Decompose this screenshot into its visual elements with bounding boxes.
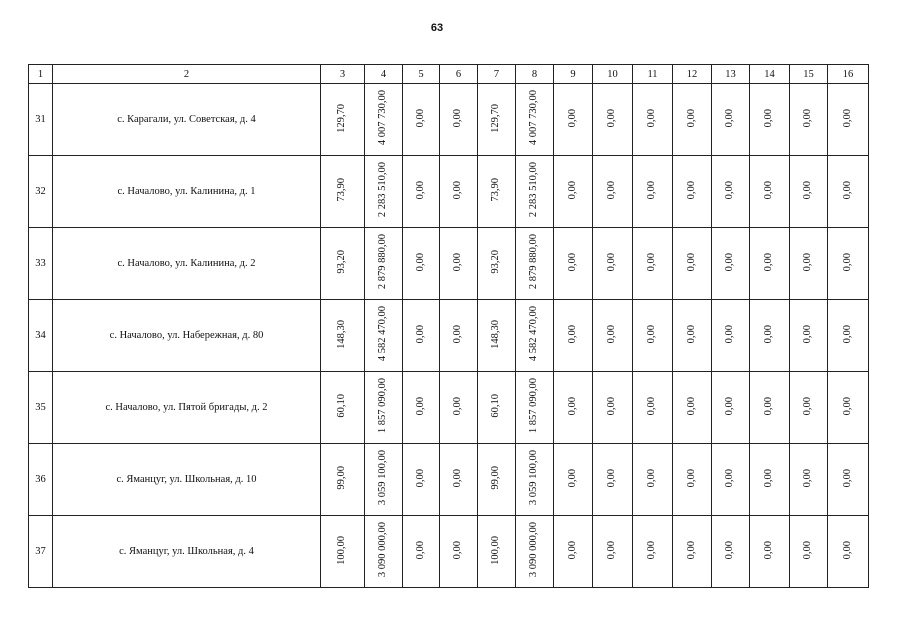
row-number-cell: 31 bbox=[29, 84, 53, 156]
value-text: 129,70 bbox=[336, 103, 348, 133]
column-header-1: 1 bbox=[29, 65, 53, 84]
value-text: 0,00 bbox=[763, 108, 775, 128]
value-cell bbox=[633, 300, 673, 372]
value-text: 0,00 bbox=[724, 180, 736, 200]
value-cell bbox=[478, 156, 516, 228]
value-text: 0,00 bbox=[452, 108, 464, 128]
value-text: 0,00 bbox=[724, 540, 736, 560]
value-cell bbox=[365, 228, 403, 300]
value-text: 0,00 bbox=[646, 540, 658, 560]
value-text: 0,00 bbox=[414, 540, 426, 560]
value-cell bbox=[712, 516, 750, 588]
address-cell: с. Началово, ул. Калинина, д. 2 bbox=[53, 228, 321, 300]
value-cell bbox=[750, 228, 790, 300]
value-cell bbox=[516, 156, 554, 228]
value-text: 0,00 bbox=[685, 324, 697, 344]
value-cell bbox=[593, 84, 633, 156]
value-text: 148,30 bbox=[336, 319, 348, 349]
value-cell bbox=[554, 444, 593, 516]
value-text: 0,00 bbox=[841, 108, 853, 128]
value-cell bbox=[440, 444, 478, 516]
value-text: 73,90 bbox=[490, 178, 502, 202]
column-header-2: 2 bbox=[53, 65, 321, 84]
address-cell: с. Началово, ул. Пятой бригады, д. 2 bbox=[53, 372, 321, 444]
value-text: 0,00 bbox=[685, 540, 697, 560]
value-text: 1 857 090,00 bbox=[528, 378, 540, 434]
column-header-16: 16 bbox=[828, 65, 869, 84]
value-text: 100,00 bbox=[336, 535, 348, 565]
value-cell bbox=[790, 228, 828, 300]
value-text: 3 059 100,00 bbox=[528, 450, 540, 506]
value-text: 148,30 bbox=[490, 319, 502, 349]
column-header-15: 15 bbox=[790, 65, 828, 84]
value-text: 0,00 bbox=[802, 180, 814, 200]
value-cell bbox=[516, 300, 554, 372]
value-cell bbox=[673, 444, 712, 516]
value-text: 3 090 000,00 bbox=[377, 522, 389, 578]
value-text: 0,00 bbox=[763, 468, 775, 488]
value-text: 0,00 bbox=[841, 324, 853, 344]
column-header-6: 6 bbox=[440, 65, 478, 84]
column-header-13: 13 bbox=[712, 65, 750, 84]
value-text: 0,00 bbox=[763, 396, 775, 416]
value-cell bbox=[365, 84, 403, 156]
value-text: 0,00 bbox=[685, 180, 697, 200]
value-cell bbox=[554, 372, 593, 444]
address-cell: с. Началово, ул. Калинина, д. 1 bbox=[53, 156, 321, 228]
value-cell bbox=[790, 444, 828, 516]
value-cell bbox=[440, 516, 478, 588]
address-cell: с. Яманцуг, ул. Школьная, д. 10 bbox=[53, 444, 321, 516]
value-cell bbox=[712, 84, 750, 156]
value-text: 0,00 bbox=[763, 540, 775, 560]
value-cell bbox=[593, 300, 633, 372]
row-number-cell: 34 bbox=[29, 300, 53, 372]
value-cell bbox=[750, 372, 790, 444]
value-cell bbox=[750, 444, 790, 516]
value-text: 0,00 bbox=[646, 180, 658, 200]
value-cell bbox=[516, 372, 554, 444]
value-cell bbox=[828, 156, 869, 228]
value-cell bbox=[712, 156, 750, 228]
value-text: 93,20 bbox=[336, 250, 348, 274]
value-text: 60,10 bbox=[490, 394, 502, 418]
value-text: 0,00 bbox=[724, 324, 736, 344]
value-text: 4 582 470,00 bbox=[528, 306, 540, 362]
value-text: 0,00 bbox=[566, 324, 578, 344]
value-text: 0,00 bbox=[724, 468, 736, 488]
table-body bbox=[29, 84, 869, 588]
value-text: 0,00 bbox=[724, 396, 736, 416]
value-text: 0,00 bbox=[606, 324, 618, 344]
value-cell bbox=[554, 300, 593, 372]
value-cell bbox=[403, 444, 440, 516]
column-header-14: 14 bbox=[750, 65, 790, 84]
value-cell bbox=[828, 84, 869, 156]
value-text: 0,00 bbox=[763, 324, 775, 344]
header-row bbox=[29, 65, 869, 84]
table-row bbox=[29, 372, 869, 444]
value-cell bbox=[516, 516, 554, 588]
value-cell bbox=[828, 444, 869, 516]
page-number: 63 bbox=[430, 22, 444, 34]
value-text: 0,00 bbox=[841, 468, 853, 488]
row-number-cell: 36 bbox=[29, 444, 53, 516]
column-header-7: 7 bbox=[478, 65, 516, 84]
value-cell bbox=[750, 516, 790, 588]
value-text: 0,00 bbox=[414, 468, 426, 488]
value-text: 0,00 bbox=[606, 108, 618, 128]
value-cell bbox=[712, 372, 750, 444]
row-number-cell: 32 bbox=[29, 156, 53, 228]
value-cell bbox=[712, 444, 750, 516]
value-cell bbox=[516, 84, 554, 156]
value-text: 0,00 bbox=[452, 396, 464, 416]
value-text: 2 879 880,00 bbox=[528, 234, 540, 290]
value-text: 0,00 bbox=[841, 252, 853, 272]
value-text: 0,00 bbox=[646, 252, 658, 272]
value-cell bbox=[790, 84, 828, 156]
value-cell bbox=[478, 84, 516, 156]
value-text: 0,00 bbox=[566, 396, 578, 416]
value-text: 0,00 bbox=[566, 180, 578, 200]
value-text: 99,00 bbox=[490, 466, 502, 490]
table-row bbox=[29, 156, 869, 228]
value-cell bbox=[673, 516, 712, 588]
column-header-5: 5 bbox=[403, 65, 440, 84]
value-text: 2 879 880,00 bbox=[377, 234, 389, 290]
row-number-cell: 37 bbox=[29, 516, 53, 588]
value-cell bbox=[478, 300, 516, 372]
value-text: 3 090 000,00 bbox=[528, 522, 540, 578]
value-text: 4 007 730,00 bbox=[528, 90, 540, 146]
value-text: 4 582 470,00 bbox=[377, 306, 389, 362]
value-cell bbox=[790, 300, 828, 372]
value-cell bbox=[321, 372, 365, 444]
value-text: 4 007 730,00 bbox=[377, 90, 389, 146]
value-text: 2 283 510,00 bbox=[377, 162, 389, 218]
value-text: 0,00 bbox=[763, 252, 775, 272]
value-text: 99,00 bbox=[336, 466, 348, 490]
table-row bbox=[29, 516, 869, 588]
value-text: 0,00 bbox=[606, 252, 618, 272]
value-cell bbox=[790, 516, 828, 588]
value-text: 3 059 100,00 bbox=[377, 450, 389, 506]
address-cell: с. Началово, ул. Набережная, д. 80 bbox=[53, 300, 321, 372]
value-cell bbox=[403, 84, 440, 156]
value-text: 0,00 bbox=[414, 324, 426, 344]
value-cell bbox=[554, 84, 593, 156]
value-cell bbox=[403, 300, 440, 372]
column-header-11: 11 bbox=[633, 65, 673, 84]
value-cell bbox=[673, 372, 712, 444]
value-cell bbox=[633, 156, 673, 228]
value-text: 0,00 bbox=[566, 108, 578, 128]
value-text: 0,00 bbox=[606, 396, 618, 416]
value-text: 0,00 bbox=[606, 180, 618, 200]
value-text: 0,00 bbox=[841, 180, 853, 200]
value-cell bbox=[633, 228, 673, 300]
value-cell bbox=[365, 444, 403, 516]
value-text: 0,00 bbox=[802, 540, 814, 560]
value-cell bbox=[673, 156, 712, 228]
value-cell bbox=[633, 516, 673, 588]
value-cell bbox=[478, 516, 516, 588]
value-text: 0,00 bbox=[414, 252, 426, 272]
value-cell bbox=[403, 516, 440, 588]
value-text: 0,00 bbox=[646, 108, 658, 128]
value-cell bbox=[440, 228, 478, 300]
value-text: 0,00 bbox=[763, 180, 775, 200]
value-cell bbox=[321, 156, 365, 228]
value-cell bbox=[403, 156, 440, 228]
value-text: 0,00 bbox=[566, 540, 578, 560]
value-text: 0,00 bbox=[802, 252, 814, 272]
value-text: 0,00 bbox=[452, 252, 464, 272]
value-text: 0,00 bbox=[802, 108, 814, 128]
value-cell bbox=[365, 156, 403, 228]
value-text: 0,00 bbox=[685, 396, 697, 416]
value-text: 0,00 bbox=[414, 180, 426, 200]
value-cell bbox=[365, 300, 403, 372]
value-text: 0,00 bbox=[566, 252, 578, 272]
column-header-10: 10 bbox=[593, 65, 633, 84]
value-cell bbox=[478, 228, 516, 300]
value-cell bbox=[516, 228, 554, 300]
value-cell bbox=[365, 372, 403, 444]
row-number-cell: 35 bbox=[29, 372, 53, 444]
value-cell bbox=[673, 300, 712, 372]
value-text: 73,90 bbox=[336, 178, 348, 202]
value-cell bbox=[321, 516, 365, 588]
column-header-3: 3 bbox=[321, 65, 365, 84]
value-text: 0,00 bbox=[606, 468, 618, 488]
table-row bbox=[29, 228, 869, 300]
column-header-12: 12 bbox=[673, 65, 712, 84]
value-cell bbox=[365, 516, 403, 588]
value-text: 0,00 bbox=[606, 540, 618, 560]
value-text: 0,00 bbox=[452, 324, 464, 344]
value-text: 0,00 bbox=[802, 396, 814, 416]
column-header-9: 9 bbox=[554, 65, 593, 84]
value-text: 0,00 bbox=[802, 468, 814, 488]
value-cell bbox=[440, 372, 478, 444]
value-text: 2 283 510,00 bbox=[528, 162, 540, 218]
address-cell: с. Яманцуг, ул. Школьная, д. 4 bbox=[53, 516, 321, 588]
value-cell bbox=[321, 228, 365, 300]
value-text: 93,20 bbox=[490, 250, 502, 274]
value-text: 0,00 bbox=[841, 396, 853, 416]
value-cell bbox=[750, 84, 790, 156]
value-cell bbox=[750, 156, 790, 228]
value-text: 0,00 bbox=[724, 252, 736, 272]
value-text: 0,00 bbox=[724, 108, 736, 128]
value-text: 0,00 bbox=[646, 324, 658, 344]
value-cell bbox=[440, 156, 478, 228]
column-header-4: 4 bbox=[365, 65, 403, 84]
value-cell bbox=[712, 228, 750, 300]
value-cell bbox=[750, 300, 790, 372]
value-cell bbox=[593, 516, 633, 588]
column-header-8: 8 bbox=[516, 65, 554, 84]
value-text: 0,00 bbox=[452, 468, 464, 488]
value-text: 0,00 bbox=[802, 324, 814, 344]
value-cell bbox=[712, 300, 750, 372]
value-cell bbox=[516, 444, 554, 516]
value-cell bbox=[633, 372, 673, 444]
value-text: 0,00 bbox=[452, 540, 464, 560]
value-cell bbox=[321, 84, 365, 156]
value-text: 0,00 bbox=[452, 180, 464, 200]
value-text: 129,70 bbox=[490, 103, 502, 133]
value-text: 0,00 bbox=[566, 468, 578, 488]
value-cell bbox=[633, 444, 673, 516]
value-cell bbox=[554, 156, 593, 228]
value-cell bbox=[673, 228, 712, 300]
value-cell bbox=[478, 372, 516, 444]
value-text: 60,10 bbox=[336, 394, 348, 418]
table-row bbox=[29, 300, 869, 372]
value-text: 0,00 bbox=[685, 252, 697, 272]
value-cell bbox=[554, 516, 593, 588]
value-cell bbox=[403, 372, 440, 444]
value-cell bbox=[403, 228, 440, 300]
value-cell bbox=[828, 300, 869, 372]
value-cell bbox=[593, 156, 633, 228]
value-text: 0,00 bbox=[685, 468, 697, 488]
row-number-cell: 33 bbox=[29, 228, 53, 300]
value-text: 0,00 bbox=[646, 468, 658, 488]
value-text: 0,00 bbox=[646, 396, 658, 416]
value-text: 0,00 bbox=[685, 108, 697, 128]
value-cell bbox=[478, 444, 516, 516]
value-cell bbox=[440, 300, 478, 372]
value-cell bbox=[593, 228, 633, 300]
value-cell bbox=[790, 372, 828, 444]
address-cell: с. Карагали, ул. Советская, д. 4 bbox=[53, 84, 321, 156]
value-cell bbox=[828, 228, 869, 300]
value-cell bbox=[321, 444, 365, 516]
value-cell bbox=[790, 156, 828, 228]
value-text: 0,00 bbox=[414, 108, 426, 128]
value-cell bbox=[633, 84, 673, 156]
value-cell bbox=[554, 228, 593, 300]
value-text: 1 857 090,00 bbox=[377, 378, 389, 434]
value-text: 0,00 bbox=[414, 396, 426, 416]
value-text: 0,00 bbox=[841, 540, 853, 560]
value-cell bbox=[828, 372, 869, 444]
table-row bbox=[29, 444, 869, 516]
value-cell bbox=[593, 444, 633, 516]
table-row bbox=[29, 84, 869, 156]
value-cell bbox=[440, 84, 478, 156]
value-cell bbox=[321, 300, 365, 372]
value-text: 100,00 bbox=[490, 535, 502, 565]
value-cell bbox=[828, 516, 869, 588]
data-table bbox=[28, 64, 869, 588]
value-cell bbox=[593, 372, 633, 444]
value-cell bbox=[673, 84, 712, 156]
